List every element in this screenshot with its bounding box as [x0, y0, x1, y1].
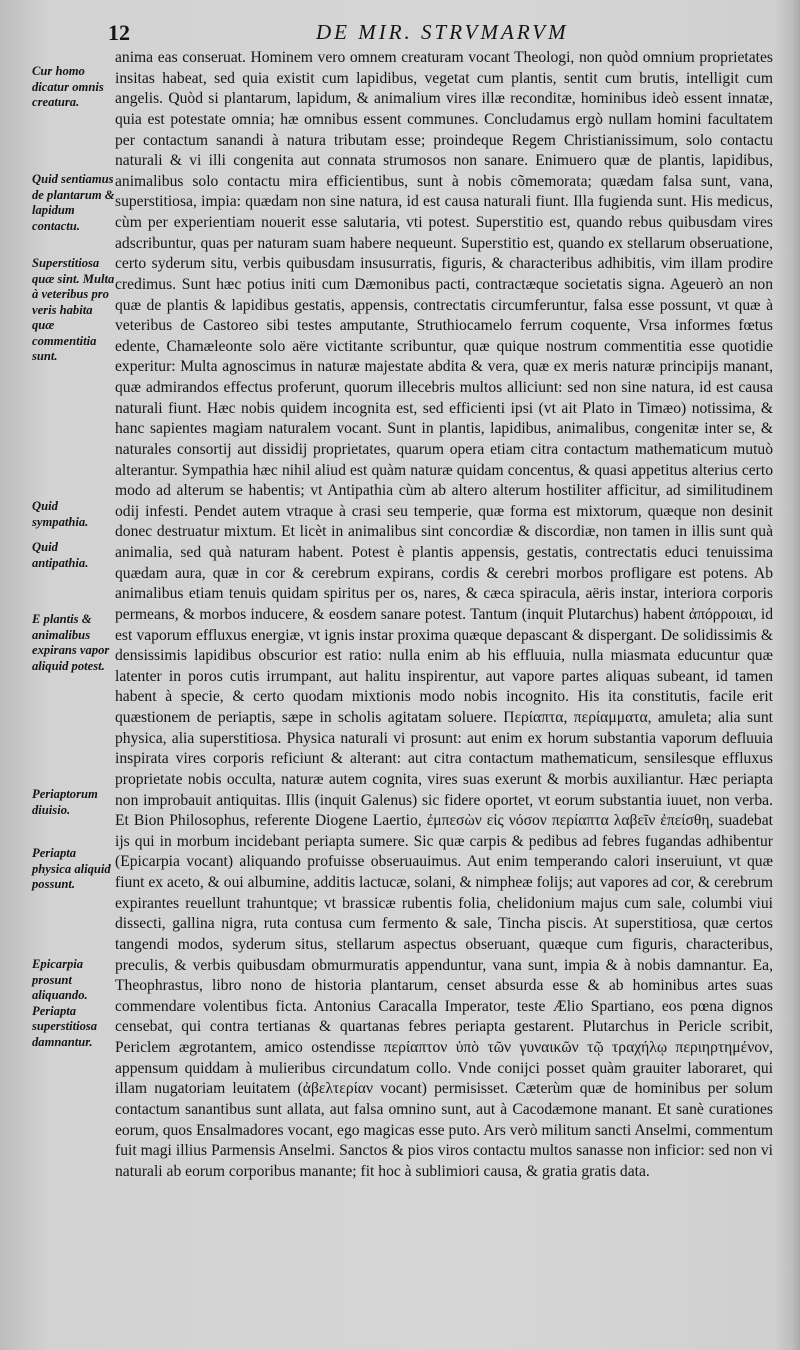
page-header: [0, 14, 800, 44]
margin-note: Quid sympathia.: [32, 499, 89, 529]
margin-note: Superstitiosa quæ sint. Multa à veteribus pro veris habita quæ commentitia sunt.: [32, 256, 115, 363]
running-title: DE MIR. STRVMARVM: [316, 20, 569, 44]
page-edge-shadow: [774, 0, 800, 1350]
page-number: 12: [108, 20, 130, 45]
margin-note: Quid sentiamus de plantarum & lapidum contactu.: [32, 172, 115, 233]
margin-note: E plantis & animalibus expirans vapor aliquid potest.: [32, 612, 110, 673]
margin-notes: [0, 0, 118, 1350]
body-text-column: [115, 48, 773, 1182]
margin-note: Cur homo dicatur omnis creatura.: [32, 64, 104, 109]
margin-note: Periapta physica aliquid possunt.: [32, 846, 111, 891]
margin-note: Periaptorum diuisio.: [32, 787, 98, 817]
margin-note: Quid antipathia.: [32, 540, 89, 570]
margin-note: Epicarpia prosunt aliquando. Periapta superstitiosa damnantur.: [32, 957, 98, 1049]
body-paragraph: anima eas conseruat. Hominem vero omnem creaturam vocant Theologi, non quòd omnium proprietates insitas habeat, sed quia existit cum lapidibus, vegetat cum plantis, sentit cum brutis, intelligit cum angelis. Quòd si plantarum, lapidum, & animalium vires illæ reconditæ, hominibus ideò essent innatæ, quia est potestate omnia; hæ omnibus essent communes. Concludamus ergò nullam homini facultatem per contactum sanandi à natura tributam esse; proindeque Regem Christianissimum, solo contactu naturali & vi illi congenita aut connata strumosos non sanare. Enimuero quæ de plantis, lapidibus, animalibus solo contactu mira efficientibus, sunt à nobis cõmemorata; quædam falsa sunt, vana, superstitiosa, impia: quædam non sine natura, id est causa naturali fiunt. Illa fugienda sunt. His medicus, cùm per experientiam nouerit esse salutaria, vti potest. Superstitio est, quando rebus quibusdam vires adscribuntur, quas per naturam suam habere nequeunt. Superstitio est, quando ex stellarum obseruatione, certo syderum situ, verbis quibusdam insusurratis, figuris, & characteribus adhibitis, vim illam prodire credimus. Sunt hæc potius initi cum Dæmonibus pacti, contractæque societatis signa. Ageuerò an non quæ de plantis & lapidibus gestatis, appensis, contrectatis circumferuntur, falsa esse possunt, vt quæ à veteribus de Castoreo sibi testes amputante, Struthiocamelo ferrum coquente, Vrsa informes fœtus edente, Chamæleonte solo aëre victitante scribuntur, quæ quique nostrum commentitia esse quotidie experitur: Multa agnoscimus in naturæ majestate abdita & vera, quæ ex meris naturæ principijs manant, quæ admirandos effectus proferunt, quorum illecebris multos alliciunt: sed non sine natura, id est causa naturali fiunt. Hæc nobis quidem incognita est, sed efficienti ipsi (vt ait Plato in Timæo) notissima, & hanc sapientes magiam naturalem vocant. Sunt in plantis, lapidibus, animalibus, congenitæ inter se, & naturales consortij aut dissidij proprietates, quarum opera etiam citra contactum mathematicum mutuò alterantur. Sympathia hæc nihil aliud est quàm naturæ quidam concentus, & quasi appetitus alterius certo modo ad alterum se habentis; vt Antipathia cùm ab altero alterum hostiliter afficitur, ad similitudinem odij infesti. Pendet autem vtraque à crasi seu temperie, quæ forma est mixtorum, quæque non desinit donec destruatur mixtum. Et licèt in animalibus sint concordiæ & discordiæ, non tamen in illis sunt quà animalia, sed quà naturam habent. Potest è plantis appensis, gestatis, contrectatis educi tenuissima quædam aura, quæ in cor & cerebrum expirans, cordis & cerebri morbos profligare est potens. Ab animalibus etiam tenuis quidam spiritus per os, nares, & cæca spiracula, aëris instar, interiora corporis permeans, & morbos inducere, & eosdem sanare potest. Tantum (inquit Plutarchus) habent ἀπόρροιαι, id est vaporum effluxus energiæ, vt ignis instar proxima quæque depascant & dispergant. De solidissimis & densissimis lapidibus obscurior est ratio: nulla enim ab his effluuia, nulla miasmata educuntur quæ latenter in poros cutis irrumpant, aut halitu inspirentur, aut vapore partes aliquas subeant, id tamen habent à specie, & certo quodam mixtionis modo nobis incognito. His ita constitutis, facile erit quæstionem de periaptis, sæpe in scholis agitatam soluere. Περίαπτα, περίαμματα, amuleta; alia sunt physica, alia superstitiosa. Physica naturali vi prosunt: aut enim ex horum substantia vaporum defluuia inspirata vires corporis reficiunt & alterant: aut citra contactum mathematicum, sensilesque effluxus proprietate nobis occulta, naturæ autem cognita, vires suas exerunt & morbis auxiliantur. Hæc periapta non improbauit antiquitas. Illis (inquit Galenus) sic fidere oportet, vt eorum substantia iuuet, non verba. Et Bion Philosophus, referente Diogene Laertio, ἐμπεσὼν εἰς νόσον περίαπτα λαβεῖν ἐπείσθη, suadebat ijs qui in morbum incidebant periapta sumere. Sic quæ carpis & pedibus ad febres fugandas adhibentur (Epicarpia vocant) aliquando profuisse obseruauimus. Aut enim temperando calori inseruiunt, vt quæ fiunt ex aceto, & oui albumine, additis lactucæ, solani, & nimpheæ folijs; aut vapores ad cor, & cerebrum expirantes reuellunt trahuntque; vt brassicæ rubentis folia, chelidonium majus cum sale, columbi viui dissecti, gallina nigra, ruta contusa cum fermento & sale, Tincha piscis. At superstitiosa, quæ certos tangendi modos, syderum situs, stellarum aspectus obseruant, quæque cum figuris, characteribus, preculis, & verbis quibusdam obmurmuratis appenduntur, vana sunt, impia & à nobis damnantur. Ea, Theophrastus, libro nono de historia plantarum, censet absurda esse & ab hominibus artes suas commendare volentibus ficta. Antonius Caracalla Imperator, teste Ælio Spartiano, eos pœna dignos censebat, qui contra tertianas & quartanas febres periapta gestarent. Plutarchus in Pericle scribit, Periclem ægrotantem, amico ostendisse περίαπτον ὑπὸ τῶν γυναικῶν τῷ τραχήλῳ περιηρτημένον, appensum quiddam à mulieribus circundatum collo. Vnde conijci posset quàm grauiter laboraret, qui illam nugatoriam leuitatem (ἀβελτερίαν vocant) permisisset. Cæterùm quæ de hominibus per solum contactum sanantibus sunt allata, aut falsa omnino sunt, aut à Cacodæmone manant. Et sanè curationes eorum, quos Ensalmadores vocant, ego magicas esse puto. Ars verò militum sancti Anselmi, commentum fuit magi illius Parmensis Anselmi. Sanctos & pios viros contactu multos sanasse non inficior: sed non vi naturali ab eorum corporibus manante; fit hoc à sublimiori causa, & gratia gratis data.: [115, 49, 773, 1180]
